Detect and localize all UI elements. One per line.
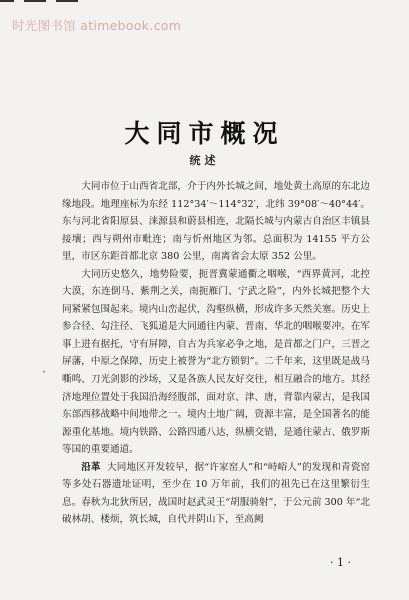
paragraph-text: 大同历史悠久，地势险要，扼晋冀蒙通衢之咽喉，“西界黄河，北控大漠，东连倒马、紫荆之关，南扼雁门、宁武之险”，内外长城把整个大同紧紧包围起来。境内山峦起伏，沟壑纵横，形成许多天然关塞。历史上参合径、勾注径、飞狐道是大同通往内蒙、晋南、华北的咽喉要冲。在军事上进有据托，守有屏障，自古为兵家必争之地，是首都之门户，三晋之屏藩，中原之保障，历史上被誉为“北方锁钥”。二千年来，这里既是战马嘶鸣、刀光剑影的沙场，又是各族人民友好交往，相互融合的地方。其经济地理位置处于我国沿海经腹部，面对京、津、唐，背靠内蒙古，是我国东部西移战略中间地带之一。境内土地广阔，资源丰富，是全国著名的能源重化基地。境内铁路、公路四通八达，纵横交错，是通往蒙古、俄罗斯等国的重要通道。 (62, 268, 370, 456)
paragraph (62, 178, 370, 266)
paragraph-text: 大同地区开发较早，据“许家窑人”和“峙峪人”的发现和青瓷窑等多处石器遗址证明，至少在 10 万年前，我们的祖先已在这里繁衍生息。春秋为北狄所居，战国时赵武灵王“胡服骑射”，于公元前 300 年“北破林胡、楼烦，筑长城，自代并阴山下，至高阙 (62, 461, 371, 526)
watermark: 时光图书馆 atimebook.com (12, 18, 182, 33)
paragraph-lead: 沿革 (81, 461, 101, 473)
body-text (62, 178, 370, 529)
top-rule (0, 0, 14, 2)
page-number: · 1 · (330, 556, 351, 569)
paragraph (62, 266, 370, 459)
top-rule (56, 0, 78, 2)
margin-mark: · (42, 365, 47, 380)
top-rule (24, 0, 46, 2)
paragraph-text: 大同市位于山西省北部，介于内外长城之间，地处黄土高原的东北边缘地段。地理座标为东经 112°34′～114°32′，北纬 39°08′～40°44′。东与河北省阳原县、涞源县和蔚县相连，北隔长城与内蒙古自治区丰镇县接壤；西与朔州市毗连；南与忻州地区为邻。总面积为 14155 平方公里，市区东距首都北京 380 公里，南离省会太原 352 公里。 (62, 181, 370, 263)
page-title: 大同市概况 (124, 119, 285, 148)
section-subtitle: 统述 (189, 154, 220, 167)
paragraph (62, 459, 370, 529)
